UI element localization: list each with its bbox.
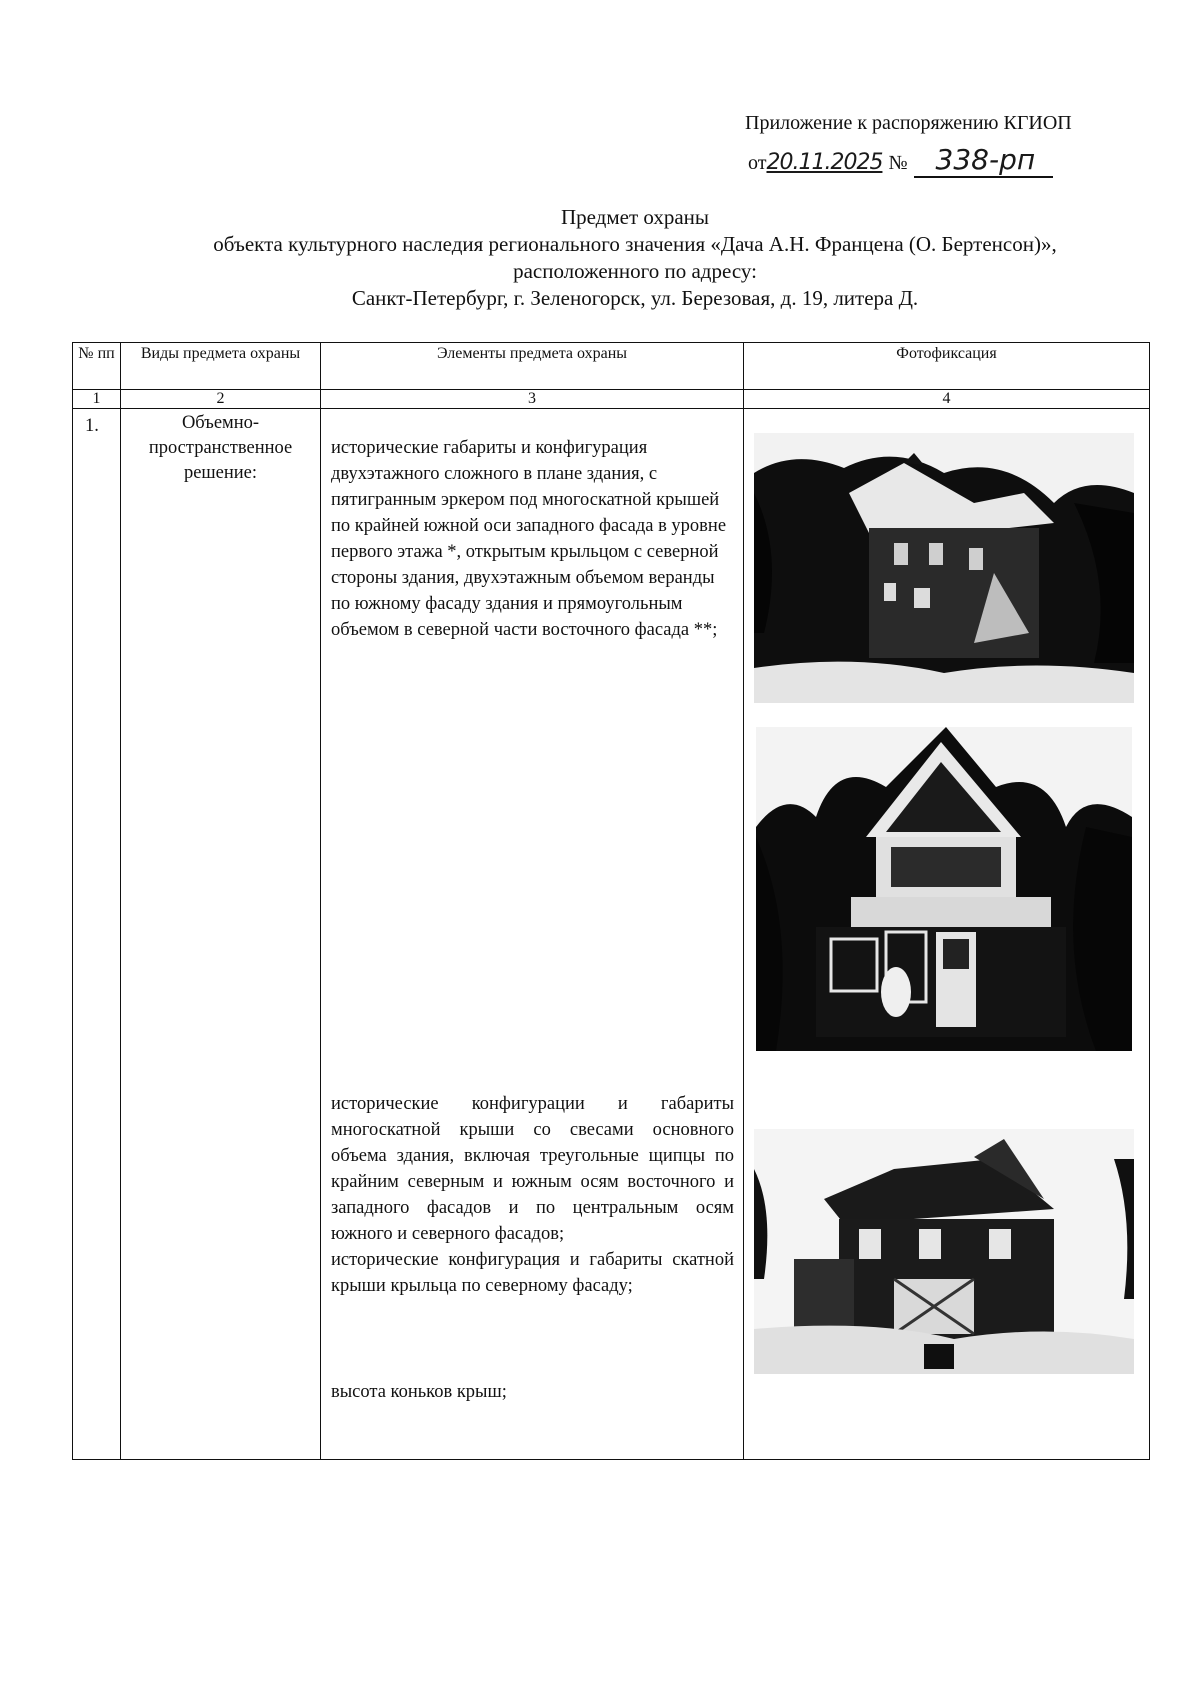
row-elements-cell bbox=[321, 409, 744, 1460]
row-photo-cell bbox=[744, 409, 1150, 1460]
order-date: 20.11.2025 bbox=[766, 150, 883, 175]
element-roof-text: исторические конфигурации и габариты многоскатной крыши со свесами основного объема здания, включая треугольные щипцы по крайним северным и южным осям восточного и западного фасадов и по центральным осям южного и северного фасадов; bbox=[331, 1094, 734, 1244]
header-elements: Элементы предмета охраны bbox=[321, 343, 744, 390]
facade-photo-west bbox=[754, 433, 1134, 703]
title-line-3: расположенного по адресу: bbox=[513, 259, 757, 283]
column-number: 3 bbox=[321, 390, 744, 409]
table-column-numbers-row bbox=[73, 390, 1150, 409]
header-photo: Фотофиксация bbox=[744, 343, 1150, 390]
order-number: 338-рп bbox=[914, 143, 1054, 178]
appendix-label: Приложение к распоряжению КГИОП bbox=[745, 112, 1072, 134]
header-type: Виды предмета охраны bbox=[121, 343, 321, 390]
order-number-label: № bbox=[888, 152, 908, 174]
row-type-cell bbox=[121, 409, 321, 1460]
title-line-1: Предмет охраны bbox=[560, 205, 710, 229]
element-porch-roof-text: исторические конфигурация и габариты скатной крыши крыльца по северному фасаду; bbox=[331, 1250, 734, 1296]
facade-photo-south bbox=[756, 727, 1132, 1051]
table-header-row bbox=[73, 343, 1150, 390]
header-number: № пп bbox=[73, 343, 121, 390]
column-number: 4 bbox=[744, 390, 1150, 409]
title-line-4: Санкт-Петербург, г. Зеленогорск, ул. Березовая, д. 19, литера Д. bbox=[351, 286, 919, 310]
row-type: Объемно-пространственное решение: bbox=[148, 413, 293, 483]
row-number: 1. bbox=[85, 416, 99, 436]
title-line-2: объекта культурного наследия регионального значения «Дача А.Н. Францена (О. Бертенсон)», bbox=[213, 232, 1057, 256]
facade-photo-east bbox=[754, 1129, 1134, 1374]
table-row bbox=[73, 409, 1150, 1460]
element-volume-text: исторические габариты и конфигурация двухэтажного сложного в плане здания, с пятигранным эркером под многоскатной крышей по крайней южной оси западного фасада в уровне первого этажа *, открытым крыльцом с северной стороны здания, двухэтажным объемом веранды по южному фасаду здания и прямоугольным объемом в северной части восточного фасада **; bbox=[331, 438, 727, 640]
protection-table bbox=[72, 342, 1150, 1460]
order-from-label: от bbox=[748, 152, 767, 174]
column-number: 1 bbox=[73, 390, 121, 409]
element-ridge-height-text: высота коньков крыш; bbox=[331, 1382, 507, 1402]
row-number-cell bbox=[73, 409, 121, 1460]
order-line bbox=[748, 143, 1053, 176]
column-number: 2 bbox=[121, 390, 321, 409]
